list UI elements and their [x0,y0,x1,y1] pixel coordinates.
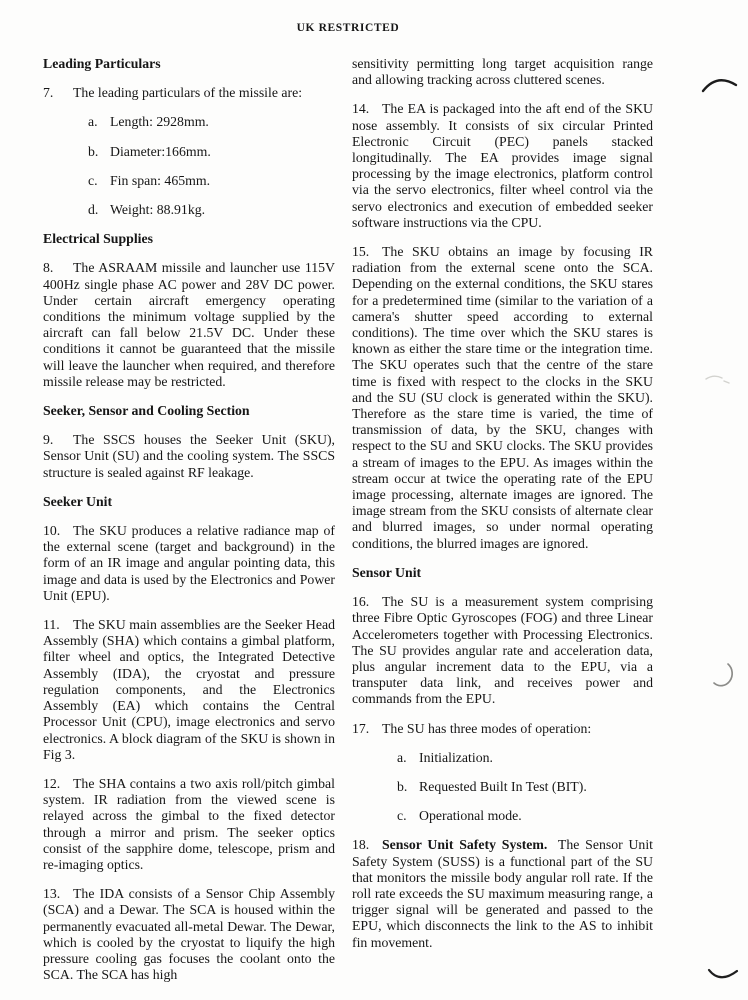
paragraph-text: The SKU produces a relative radiance map of the external scene (target and background) in the form of an IR image and angular pointing data, this image and data is used by the Electronics and Power Unit (EPU). [43,523,335,603]
paragraph-number: 10. [43,523,61,539]
classification-banner: UK RESTRICTED [296,22,400,34]
paragraph-text: The SKU main assemblies are the Seeker Head Assembly (SHA) which contains a gimbal platform, filter wheel and optics, the Integrated Detective Assembly (IDA), the cryostat and pressure regulation components, and the Electronics Assembly (EA) which contains the Central Processor Unit (CPU), image electronics and servo electronics. A block diagram of the SKU is shown in Fig 3. [43,617,335,762]
right-column [352,56,653,996]
paragraph-text: The SU has three modes of operation: [382,720,592,736]
list-item-text: Operational mode. [419,808,522,824]
paragraph-13 [43,886,335,983]
section-heading-electrical-supplies: Electrical Supplies [43,231,153,247]
paragraph-text: The SU is a measurement system comprising three Fibre Optic Gyroscopes (FOG) and three Linear Accelerometers together with Processing Electronics. The SU provides angular rate and acceleration data, plus angular increment data to the EPU, via a transputer data link, and receives power and commands from the EPU. [352,594,653,707]
paragraph-number: 16. [352,594,370,610]
paragraph-text: The EA is packaged into the aft end of the SKU nose assembly. It consists of six circular Printed Electronic Circuit (PEC) panels stacked longitudinally. The EA provides image signal processing by the image electronics, platform control via the servo electronics, filter wheel control via the servo electronics and execution of embedded seeker software instructions via the CPU. [352,101,653,230]
list-item-7d [88,202,335,218]
list-item-label: a. [397,749,407,765]
section-heading-seeker-unit: Seeker Unit [43,493,113,509]
list-item-text: Length: 2928mm. [110,114,209,130]
paragraph-number: 12. [43,775,61,791]
paragraph-number: 15. [352,244,370,260]
paragraph-16 [352,594,653,707]
paragraph-bold-lead: Sensor Unit Safety System. [382,837,548,853]
paragraph-text: The Sensor Unit Safety System (SUSS) is a functional part of the SU that monitors the missile body angular roll rate. If the roll rate exceeds the SU maximum measuring range, a trigger signal will be generated and passed to the EPU, which disconnects the link to the AS to inhibit fin movement. [352,837,654,950]
paragraph-text: The SKU obtains an image by focusing IR radiation from the external scene onto the SCA. Depending on the external conditions, the SKU stares for a predetermined time (similar to the variation of a camera's shutter speed according to external conditions). The time over which the SKU stares is known as either the stare time or the integration time. The SKU operates such that the centre of the stare time is fixed with respect to the clocks in the SKU and the SU (SU clock is generated within the SKU). Therefore as the stare time is varied, the time of transmission of data, by the SKU, changes with respect to the SU and SKU clocks. The SKU provides a stream of images to the EPU. As images within the stream occur at twice the operating rate of the EPU image processing, alternate images are ignored. The image stream from the SKU consists of alternate clear and blurred images, so under normal operating conditions, the blurred images are ignored. [352,244,653,551]
list-item-17b [397,779,653,795]
paragraph-number: 11. [43,617,60,633]
scan-smudge-mid-icon [704,371,734,389]
paragraph-number: 13. [43,886,61,902]
paragraph-18 [352,837,653,950]
list-item-7c [88,173,335,189]
paragraph-13-continuation: sensitivity permitting long target acquisition range and allowing tracking across cluttered scenes. [352,56,653,88]
paragraph-15 [352,244,653,552]
paragraph-14 [352,101,653,231]
list-item-label: d. [88,202,99,218]
list-item-7a [88,114,335,130]
list-item-text: Initialization. [419,749,493,765]
paragraph-text: The SSCS houses the Seeker Unit (SKU), Sensor Unit (SU) and the cooling system. The SSCS structure is sealed against RF leakage. [43,432,335,480]
paragraph-number: 9. [43,432,54,448]
paragraph-number: 7. [43,85,54,101]
list-item-label: b. [397,778,408,794]
paragraph-10 [43,523,335,604]
two-column-body [43,56,653,996]
paragraph-8 [43,260,335,390]
section-heading-sensor-unit: Sensor Unit [352,564,422,580]
paragraph-number: 18. [352,837,370,853]
list-item-label: c. [397,808,407,824]
list-item-text: Requested Built In Test (BIT). [419,778,587,794]
paragraph-11 [43,617,335,763]
list-item-17c [397,808,653,824]
scan-open-loop-icon [706,660,740,696]
list-item-17a [397,750,653,766]
scan-arc-top-right-icon [700,70,740,98]
scan-curve-bottom-right-icon [705,964,741,990]
list-item-text: Weight: 88.91kg. [110,202,206,218]
paragraph-text: The IDA consists of a Sensor Chip Assembly (SCA) and a Dewar. The SCA is housed within the permanently evacuated all-metal Dewar. The Dewar, which is cooled by the cryostat to liquify the high pressure cooling gas focuses the coolant onto the SCA. The SCA has high [43,886,335,983]
list-item-label: b. [88,143,99,159]
paragraph-text: The SHA contains a two axis roll/pitch gimbal system. IR radiation from the viewed scene is relayed across the gimbal to the fixed detector through a mirror and prism. The seeker optics consist of the sapphire dome, telescope, prism and re-imaging optics. [43,775,335,872]
paragraph-text: The leading particulars of the missile are: [73,85,303,101]
list-item-label: a. [88,114,98,130]
section-heading-leading-particulars: Leading Particulars [43,56,161,71]
paragraph-7 [43,85,335,101]
paragraph-number: 8. [43,260,54,276]
list-item-7b [88,144,335,160]
paragraph-17 [352,721,653,737]
paragraph-number: 14. [352,101,370,117]
list-item-text: Fin span: 465mm. [110,172,211,188]
left-column [43,56,335,996]
list-item-label: c. [88,172,98,188]
paragraph-number: 17. [352,720,370,736]
paragraph-text: The ASRAAM missile and launcher use 115V 400Hz single phase AC power and 28V DC power. Under certain aircraft emergency operating conditions the minimum voltage supplied by the aircraft can fall below 21.5V DC. Under these conditions it cannot be guaranteed that the missile will leave the launcher when required, and therefore missile release may be restricted. [43,260,335,389]
paragraph-12 [43,776,335,873]
section-heading-sscs: Seeker, Sensor and Cooling Section [43,403,250,419]
list-item-text: Diameter:166mm. [110,143,211,159]
paragraph-9 [43,432,335,481]
